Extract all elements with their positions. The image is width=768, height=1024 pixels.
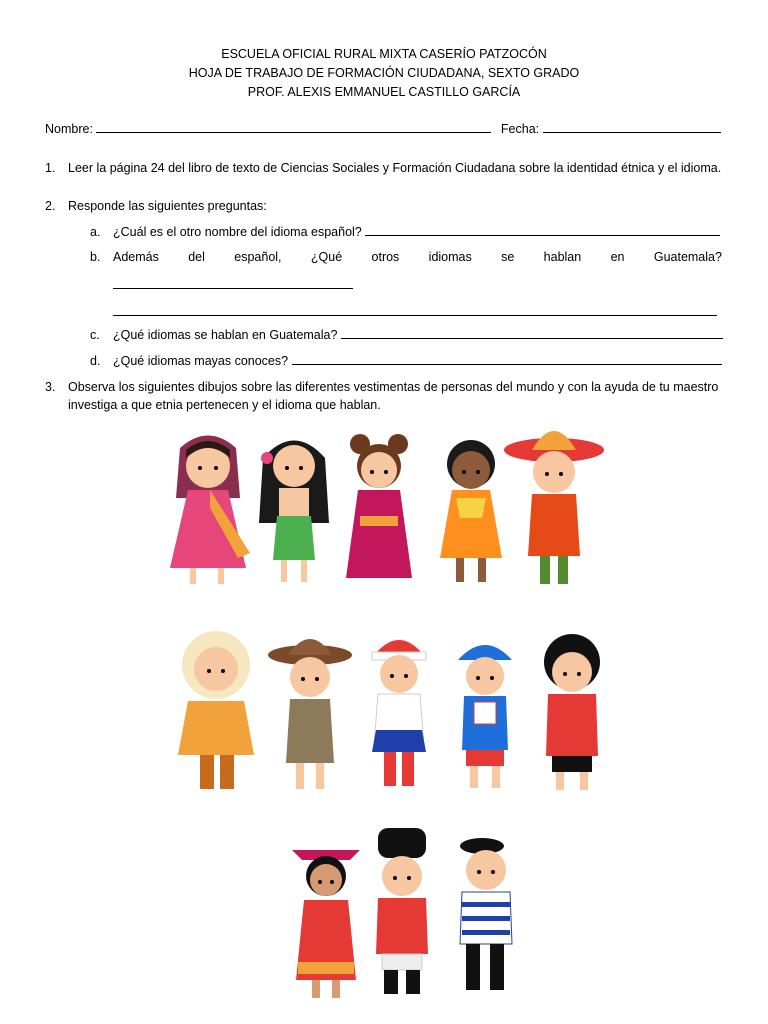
child-eskimo-illustration [170,625,262,797]
item-3-text-line1: Observa los siguientes dibujos sobre las diferentes vestimentas de personas del mundo y con la ayuda de tu maestro [68,380,719,394]
question-b-word: español, [234,250,282,264]
item-3-text-line2: investiga a que etnia pertenecen y el idioma que hablan. [68,398,381,412]
answer-a-blank[interactable] [365,225,720,236]
question-b-text [113,250,722,264]
date-blank[interactable] [543,122,721,133]
item-1-number: 1. [45,161,56,175]
item-1-text: Leer la página 24 del libro de texto de Ciencias Sociales y Formación Ciudadana sobre la identidad étnica y el idioma. [68,161,722,175]
child-peru-illustration [290,830,362,1005]
question-b-word: otros [371,250,400,264]
teacher-name: PROF. ALEXIS EMMANUEL CASTILLO GARCÍA [247,85,521,99]
child-hawaii-illustration [255,428,333,593]
child-france-illustration [452,832,520,1002]
answer-b-blank-1[interactable] [113,288,353,289]
child-usa-illustration [450,630,520,797]
child-canada-illustration [366,622,432,797]
name-date-row [45,122,721,136]
question-a [113,225,720,239]
question-c-letter: c. [90,328,100,342]
answer-d-blank[interactable] [292,354,722,365]
date-label: Fecha: [500,122,540,136]
question-d-text: ¿Qué idiomas mayas conoces? [113,354,289,368]
question-b-word: hablan [543,250,582,264]
question-c-text: ¿Qué idiomas se hablan en Guatemala? [113,328,338,342]
answer-b-blank-2[interactable] [113,315,717,316]
question-b-word: idiomas [428,250,472,264]
question-b-letter: b. [90,250,101,264]
question-b-word: del [188,250,205,264]
child-india-illustration [160,428,256,593]
question-d [113,354,722,368]
question-a-text: ¿Cuál es el otro nombre del idioma español? [113,225,362,239]
child-mexico-illustration [502,416,606,593]
item-2-number: 2. [45,199,56,213]
question-b-word: se [501,250,515,264]
item-3-number: 3. [45,380,56,394]
item-2-text: Responde las siguientes preguntas: [68,199,267,213]
worksheet-title: HOJA DE TRABAJO DE FORMACIÓN CIUDADANA, SEXTO GRADO [188,66,580,80]
name-label: Nombre: [45,122,93,136]
name-blank[interactable] [96,122,491,133]
question-a-letter: a. [90,225,101,239]
question-b-word: ¿Qué [310,250,343,264]
question-b-word: Guatemala? [653,250,722,264]
question-d-letter: d. [90,354,101,368]
school-name: ESCUELA OFICIAL RURAL MIXTA CASERÍO PATZOCÓN [221,47,547,61]
question-c [113,328,723,342]
answer-c-blank[interactable] [341,328,723,339]
child-russia-illustration [368,826,436,1001]
child-cowgirl-illustration [266,625,354,797]
question-b-word: Además [113,250,159,264]
question-b-word: en [610,250,625,264]
child-china-illustration [536,632,608,797]
child-japan-illustration [338,428,420,593]
